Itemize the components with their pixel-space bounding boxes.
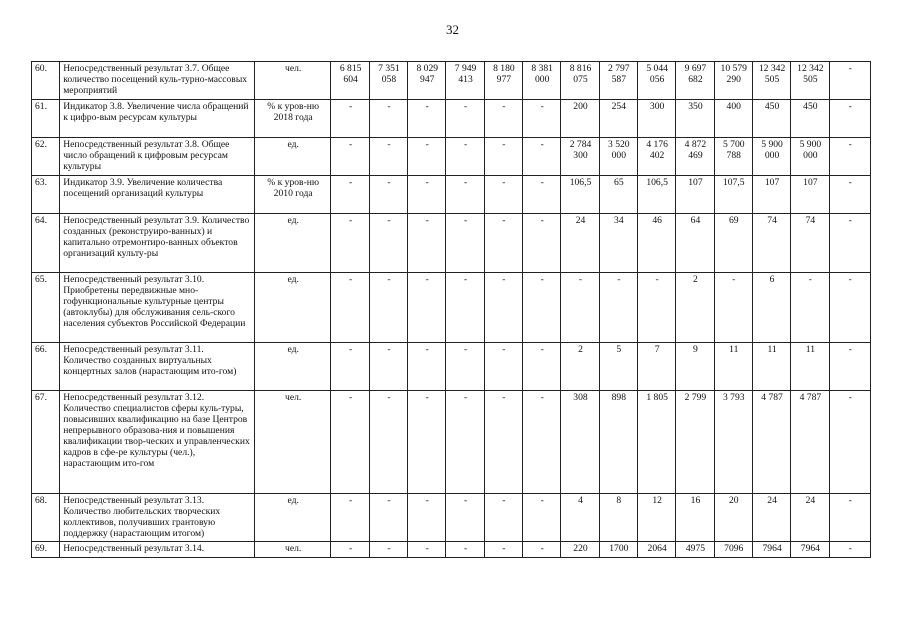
value-cell: - (408, 273, 446, 343)
table-row (32, 542, 871, 558)
value-cell: 8 816 075 (561, 62, 599, 100)
value-cell: - (446, 100, 484, 138)
value-cell: 107,5 (714, 176, 752, 214)
value-cell: - (408, 214, 446, 273)
value-cell: 7096 (714, 542, 752, 558)
value-cell: - (331, 273, 369, 343)
table-row (32, 343, 871, 391)
value-cell: - (829, 542, 870, 558)
table-row (32, 138, 871, 176)
row-number: 66. (32, 343, 60, 391)
value-cell: - (484, 343, 522, 391)
value-cell: - (714, 273, 752, 343)
value-cell: - (408, 343, 446, 391)
table-row (32, 391, 871, 494)
value-cell: - (484, 214, 522, 273)
value-cell: - (408, 100, 446, 138)
value-cell: 4 (561, 494, 599, 542)
value-cell: - (523, 176, 561, 214)
value-cell: - (369, 273, 407, 343)
value-cell: - (523, 273, 561, 343)
value-cell: - (829, 138, 870, 176)
value-cell: 106,5 (561, 176, 599, 214)
value-cell: 8 (599, 494, 637, 542)
value-cell: - (408, 391, 446, 494)
value-cell: - (791, 273, 829, 343)
value-cell: - (484, 176, 522, 214)
value-cell: - (369, 542, 407, 558)
value-cell: 3 793 (714, 391, 752, 494)
value-cell: - (829, 273, 870, 343)
value-cell: 4975 (676, 542, 714, 558)
value-cell: - (829, 494, 870, 542)
page-number: 32 (446, 22, 459, 37)
value-cell: - (446, 273, 484, 343)
value-cell: - (331, 138, 369, 176)
row-number: 65. (32, 273, 60, 343)
value-cell: - (484, 542, 522, 558)
value-cell: - (369, 343, 407, 391)
value-cell: 5 900 000 (791, 138, 829, 176)
value-cell: 74 (752, 214, 790, 273)
value-cell: 4 787 (752, 391, 790, 494)
value-cell: 254 (599, 100, 637, 138)
table-body (32, 62, 871, 558)
value-cell: - (637, 273, 675, 343)
row-title: Непосредственный результат 3.8. Общее число обращений к цифровым ресурсам культуры (60, 138, 255, 176)
value-cell: 400 (714, 100, 752, 138)
row-title: Непосредственный результат 3.13. Количество любительских творческих коллективов, получивших грантовую поддержку (нарастающим итогом) (60, 494, 255, 542)
value-cell: 5 900 000 (752, 138, 790, 176)
value-cell: - (523, 138, 561, 176)
value-cell: 4 787 (791, 391, 829, 494)
value-cell: - (829, 391, 870, 494)
value-cell: 7 949 413 (446, 62, 484, 100)
value-cell: 2 797 587 (599, 62, 637, 100)
value-cell: 200 (561, 100, 599, 138)
value-cell: 5 (599, 343, 637, 391)
row-title: Непосредственный результат 3.7. Общее количество посещений куль-турно-массовых мероприятий (60, 62, 255, 100)
table-row (32, 273, 871, 343)
value-cell: 11 (791, 343, 829, 391)
value-cell: 106,5 (637, 176, 675, 214)
value-cell: - (484, 100, 522, 138)
value-cell: - (369, 176, 407, 214)
value-cell: 12 (637, 494, 675, 542)
value-cell: 24 (561, 214, 599, 273)
value-cell: - (408, 176, 446, 214)
value-cell: 450 (791, 100, 829, 138)
row-number: 60. (32, 62, 60, 100)
value-cell: 2 (561, 343, 599, 391)
value-cell: 6 815 604 (331, 62, 369, 100)
value-cell: 65 (599, 176, 637, 214)
row-number: 68. (32, 494, 60, 542)
value-cell: 107 (791, 176, 829, 214)
value-cell: 8 029 947 (408, 62, 446, 100)
value-cell: - (599, 273, 637, 343)
value-cell: 11 (714, 343, 752, 391)
value-cell: - (484, 138, 522, 176)
row-unit: ед. (254, 343, 331, 391)
value-cell: 7964 (791, 542, 829, 558)
value-cell: 4 176 402 (637, 138, 675, 176)
value-cell: - (369, 138, 407, 176)
value-cell: - (523, 214, 561, 273)
value-cell: - (829, 214, 870, 273)
table-row (32, 214, 871, 273)
row-unit: чел. (254, 391, 331, 494)
row-number: 67. (32, 391, 60, 494)
row-title: Непосредственный результат 3.12. Количество специалистов сферы куль-туры, повысивших квалификацию на базе Центров непрерывного образова-ния и повышения квалификации твор-ческих и управленческих кадров в сфе-ре культуры (чел.), нарастающим ито-гом (60, 391, 255, 494)
row-unit: ед. (254, 273, 331, 343)
value-cell: - (331, 343, 369, 391)
value-cell: - (484, 391, 522, 494)
value-cell: - (446, 214, 484, 273)
value-cell: - (523, 391, 561, 494)
value-cell: 3 520 000 (599, 138, 637, 176)
row-title: Индикатор 3.9. Увеличение количества посещений организаций культуры (60, 176, 255, 214)
table-row (32, 62, 871, 100)
value-cell: - (408, 494, 446, 542)
value-cell: - (331, 542, 369, 558)
value-cell: 74 (791, 214, 829, 273)
value-cell: 11 (752, 343, 790, 391)
row-unit: чел. (254, 542, 331, 558)
value-cell: 2 799 (676, 391, 714, 494)
value-cell: 20 (714, 494, 752, 542)
value-cell: 8 381 000 (523, 62, 561, 100)
value-cell: 9 697 682 (676, 62, 714, 100)
value-cell: 12 342 505 (791, 62, 829, 100)
value-cell: - (446, 494, 484, 542)
value-cell: 2 (676, 273, 714, 343)
value-cell: 350 (676, 100, 714, 138)
value-cell: 7964 (752, 542, 790, 558)
row-title: Индикатор 3.8. Увеличение числа обращений к цифро-вым ресурсам культуры (60, 100, 255, 138)
value-cell: 46 (637, 214, 675, 273)
value-cell: 9 (676, 343, 714, 391)
value-cell: - (484, 273, 522, 343)
row-unit: % к уров-ню 2018 года (254, 100, 331, 138)
value-cell: 107 (752, 176, 790, 214)
row-number: 62. (32, 138, 60, 176)
row-unit: % к уров-ню 2010 года (254, 176, 331, 214)
value-cell: - (446, 343, 484, 391)
value-cell: - (523, 100, 561, 138)
value-cell: - (331, 391, 369, 494)
value-cell: 69 (714, 214, 752, 273)
value-cell: 2 784 300 (561, 138, 599, 176)
value-cell: 2064 (637, 542, 675, 558)
value-cell: - (523, 542, 561, 558)
row-unit: чел. (254, 62, 331, 100)
value-cell: - (408, 138, 446, 176)
row-title: Непосредственный результат 3.14. (60, 542, 255, 558)
value-cell: 7 351 058 (369, 62, 407, 100)
table-row (32, 176, 871, 214)
value-cell: 1700 (599, 542, 637, 558)
value-cell: 64 (676, 214, 714, 273)
value-cell: 24 (791, 494, 829, 542)
value-cell: 220 (561, 542, 599, 558)
value-cell: - (523, 343, 561, 391)
indicators-table (31, 61, 871, 558)
value-cell: - (523, 494, 561, 542)
row-number: 69. (32, 542, 60, 558)
value-cell: 308 (561, 391, 599, 494)
row-number: 61. (32, 100, 60, 138)
value-cell: 4 872 469 (676, 138, 714, 176)
row-number: 63. (32, 176, 60, 214)
value-cell: 24 (752, 494, 790, 542)
value-cell: 1 805 (637, 391, 675, 494)
value-cell: 898 (599, 391, 637, 494)
value-cell: - (829, 100, 870, 138)
value-cell: 16 (676, 494, 714, 542)
row-title: Непосредственный результат 3.10. Приобретены передвижные мно-гофункциональные культурные центры (автоклубы) для обслуживания сель-ского населения субъектов Российской Федерации (60, 273, 255, 343)
value-cell: 12 342 505 (752, 62, 790, 100)
value-cell: - (446, 542, 484, 558)
value-cell: - (561, 273, 599, 343)
value-cell: - (446, 176, 484, 214)
value-cell: - (446, 138, 484, 176)
row-number: 64. (32, 214, 60, 273)
value-cell: 10 579 290 (714, 62, 752, 100)
value-cell: 450 (752, 100, 790, 138)
value-cell: 34 (599, 214, 637, 273)
value-cell: 7 (637, 343, 675, 391)
value-cell: - (331, 494, 369, 542)
value-cell: - (446, 391, 484, 494)
value-cell: - (829, 176, 870, 214)
value-cell: 300 (637, 100, 675, 138)
value-cell: - (331, 176, 369, 214)
row-unit: ед. (254, 138, 331, 176)
value-cell: - (369, 391, 407, 494)
value-cell: - (408, 542, 446, 558)
value-cell: - (829, 343, 870, 391)
value-cell: - (369, 494, 407, 542)
value-cell: 6 (752, 273, 790, 343)
row-unit: ед. (254, 494, 331, 542)
value-cell: 8 180 977 (484, 62, 522, 100)
value-cell: 5 044 056 (637, 62, 675, 100)
row-title: Непосредственный результат 3.11. Количество созданных виртуальных концертных залов (нарастающим ито-гом) (60, 343, 255, 391)
table-row (32, 100, 871, 138)
value-cell: - (829, 62, 870, 100)
row-unit: ед. (254, 214, 331, 273)
value-cell: 107 (676, 176, 714, 214)
table-row (32, 494, 871, 542)
value-cell: - (369, 100, 407, 138)
value-cell: 5 700 788 (714, 138, 752, 176)
row-title: Непосредственный результат 3.9. Количество созданных (реконструиро-ванных) и капитально отремонтиро-ванных объектов организаций культу-ры (60, 214, 255, 273)
value-cell: - (331, 100, 369, 138)
value-cell: - (484, 494, 522, 542)
value-cell: - (369, 214, 407, 273)
value-cell: - (331, 214, 369, 273)
